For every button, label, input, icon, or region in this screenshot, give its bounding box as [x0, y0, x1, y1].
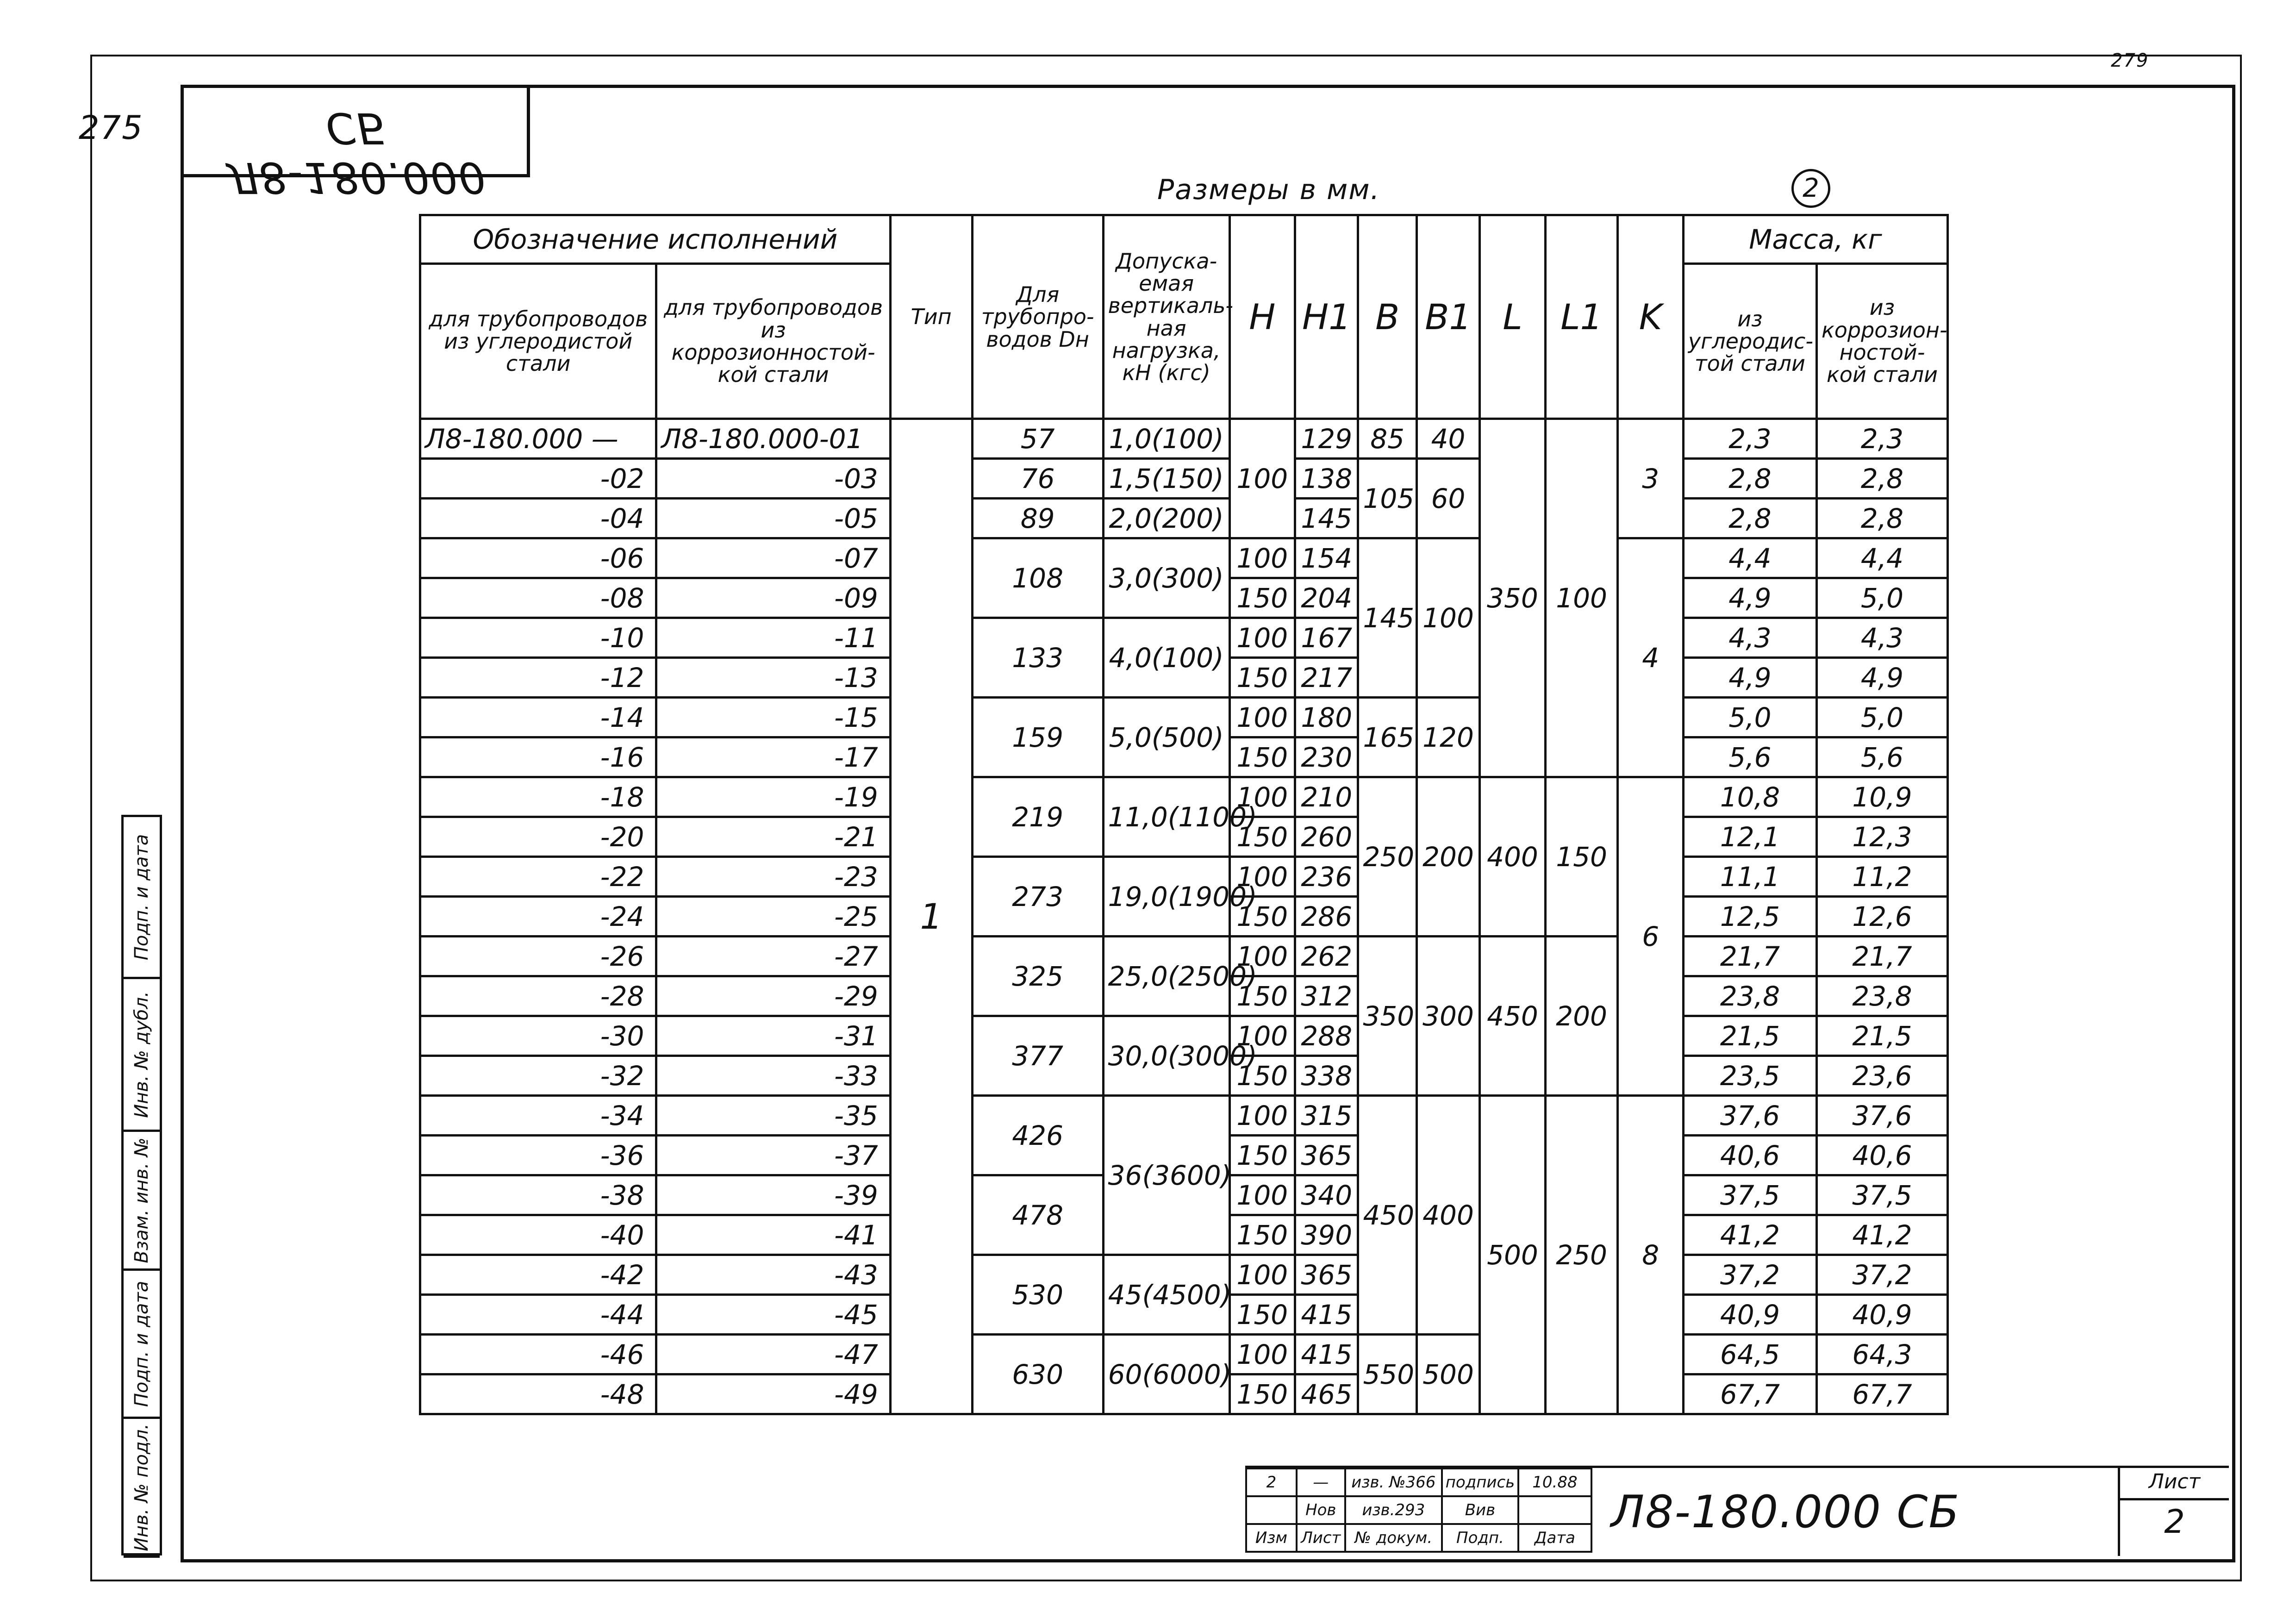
cell-dn: 273: [972, 857, 1103, 937]
cell-corrosion-designation: -29: [656, 976, 890, 1016]
cell-load: 11,0(1100): [1103, 777, 1229, 857]
cell-B1: 500: [1416, 1335, 1479, 1414]
cell-mass-carbon: 2,3: [1683, 419, 1816, 459]
stamp-cell: [1518, 1496, 1591, 1524]
cell-H: 100: [1229, 937, 1295, 976]
hdr-allowed-load: Допуска-емая вертикаль-ная нагрузка, кН (кгс): [1103, 215, 1229, 419]
cell-load: 3,0(300): [1103, 538, 1229, 618]
cell-mass-corrosion: 12,3: [1816, 817, 1947, 857]
table-row: [420, 777, 1948, 817]
cell-B1: 40: [1416, 419, 1479, 459]
cell-H1: 260: [1295, 817, 1358, 857]
side-label-cell: [124, 1419, 160, 1558]
cell-corrosion-designation: -43: [656, 1255, 890, 1295]
hdr-K: K: [1618, 215, 1684, 419]
cell-load: 5,0(500): [1103, 698, 1229, 777]
cell-carbon-designation: -46: [420, 1335, 656, 1374]
cell-dn: 89: [972, 499, 1103, 538]
stamp-label: Подп.: [1442, 1524, 1518, 1552]
hdr-for-pipes: Для трубопро-водов Dн: [972, 215, 1103, 419]
side-label-cell: [124, 979, 160, 1132]
cell-mass-carbon: 67,7: [1683, 1374, 1816, 1414]
cell-H: 150: [1229, 1215, 1295, 1255]
cell-H1: 365: [1295, 1255, 1358, 1295]
cell-mass-carbon: 40,9: [1683, 1295, 1816, 1335]
cell-B1: 120: [1416, 698, 1479, 777]
cell-H: 100: [1229, 1096, 1295, 1136]
side-label: Инв. № дубл.: [131, 991, 152, 1118]
hdr-type: Тип: [890, 215, 972, 419]
cell-B: 145: [1358, 538, 1416, 698]
cell-mass-corrosion: 23,6: [1816, 1056, 1947, 1096]
cell-dn: 630: [972, 1335, 1103, 1414]
cell-mass-carbon: 41,2: [1683, 1215, 1816, 1255]
cell-H: 100: [1229, 777, 1295, 817]
cell-H1: 167: [1295, 618, 1358, 658]
cell-H: 150: [1229, 1374, 1295, 1414]
cell-carbon-designation: -08: [420, 578, 656, 618]
cell-carbon-designation: -04: [420, 499, 656, 538]
cell-dn: 57: [972, 419, 1103, 459]
cell-B1: 200: [1416, 777, 1479, 937]
cell-H: 150: [1229, 578, 1295, 618]
cell-mass-carbon: 10,8: [1683, 777, 1816, 817]
cell-dn: 108: [972, 538, 1103, 618]
cell-H1: 129: [1295, 419, 1358, 459]
cell-carbon-designation: -14: [420, 698, 656, 737]
cell-carbon-designation: -36: [420, 1136, 656, 1175]
cell-H1: 415: [1295, 1335, 1358, 1374]
cell-H1: 415: [1295, 1295, 1358, 1335]
cell-mass-corrosion: 4,3: [1816, 618, 1947, 658]
cell-mass-corrosion: 12,6: [1816, 897, 1947, 937]
cell-K: 4: [1618, 538, 1684, 777]
hdr-carbon: для трубопроводов из углеродистой стали: [420, 264, 656, 419]
cell-dn: 530: [972, 1255, 1103, 1335]
cell-corrosion-designation: -09: [656, 578, 890, 618]
cell-B: 165: [1358, 698, 1416, 777]
cell-H1: 204: [1295, 578, 1358, 618]
cell-mass-carbon: 21,5: [1683, 1016, 1816, 1056]
hdr-L1: L1: [1545, 215, 1618, 419]
cell-mass-carbon: 4,3: [1683, 618, 1816, 658]
stamp-cell: 2: [1246, 1468, 1297, 1496]
cell-B1: 300: [1416, 937, 1479, 1096]
sheet-label: Лист: [2120, 1466, 2229, 1500]
cell-mass-carbon: 11,1: [1683, 857, 1816, 897]
cell-corrosion-designation: -13: [656, 658, 890, 698]
cell-H: 150: [1229, 1056, 1295, 1096]
cell-H: 100: [1229, 618, 1295, 658]
cell-L: 450: [1480, 937, 1546, 1096]
cell-corrosion-designation: -27: [656, 937, 890, 976]
stamp-cell: 10.88: [1518, 1468, 1591, 1496]
cell-corrosion-designation: -41: [656, 1215, 890, 1255]
spec-body: [420, 419, 1948, 1414]
cell-dn: 426: [972, 1096, 1103, 1175]
cell-corrosion-designation: -49: [656, 1374, 890, 1414]
cell-L: 500: [1480, 1096, 1546, 1414]
cell-mass-corrosion: 64,3: [1816, 1335, 1947, 1374]
hdr-mass-corrosion: из коррозион-ностой-кой стали: [1816, 264, 1947, 419]
cell-dn: 76: [972, 459, 1103, 499]
cell-carbon-designation: -42: [420, 1255, 656, 1295]
hdr-designation: Обозначение исполнений: [420, 215, 891, 264]
cell-B: 85: [1358, 419, 1416, 459]
cell-carbon-designation: -06: [420, 538, 656, 578]
cell-mass-corrosion: 4,4: [1816, 538, 1947, 578]
stamp-top-line: [1245, 1466, 2229, 1468]
cell-carbon-designation: -02: [420, 459, 656, 499]
cell-H1: 262: [1295, 937, 1358, 976]
cell-mass-carbon: 40,6: [1683, 1136, 1816, 1175]
stamp-grid: [1245, 1468, 1592, 1553]
cell-L1: 100: [1545, 419, 1618, 777]
cell-H1: 340: [1295, 1175, 1358, 1215]
table-row: [420, 538, 1948, 578]
cell-K: 8: [1618, 1096, 1684, 1414]
cell-dn: 159: [972, 698, 1103, 777]
cell-carbon-designation: -30: [420, 1016, 656, 1056]
side-label-cell: [124, 1271, 160, 1419]
side-label-cell: [124, 817, 160, 979]
cell-carbon-designation: -10: [420, 618, 656, 658]
cell-H1: 154: [1295, 538, 1358, 578]
cell-H1: 210: [1295, 777, 1358, 817]
cell-H1: 145: [1295, 499, 1358, 538]
cell-carbon-designation: -44: [420, 1295, 656, 1335]
cell-mass-carbon: 5,0: [1683, 698, 1816, 737]
stamp-label: Лист: [1297, 1524, 1345, 1552]
cell-mass-carbon: 4,9: [1683, 578, 1816, 618]
cell-H: 150: [1229, 817, 1295, 857]
cell-mass-carbon: 2,8: [1683, 459, 1816, 499]
side-label: Подп. и дата: [131, 834, 152, 960]
mirrored-code-box: [181, 85, 530, 202]
cell-dn: 478: [972, 1175, 1103, 1255]
cell-mass-corrosion: 2,8: [1816, 459, 1947, 499]
stamp-row-2: [1246, 1496, 1591, 1524]
cell-H: 100: [1229, 1175, 1295, 1215]
cell-corrosion-designation: -05: [656, 499, 890, 538]
cell-H1: 230: [1295, 737, 1358, 777]
side-label-cell: [124, 1132, 160, 1271]
cell-carbon-designation: -48: [420, 1374, 656, 1414]
table-row: [420, 459, 1948, 499]
cell-L1: 150: [1545, 777, 1618, 937]
stamp-title: Л8-180.000 СБ: [1611, 1486, 1960, 1538]
table-row: [420, 499, 1948, 538]
stamp-cell: Нов: [1297, 1496, 1345, 1524]
stamp-row-1: [1246, 1468, 1591, 1496]
cell-type: 1: [890, 419, 972, 1414]
cell-H: 150: [1229, 897, 1295, 937]
cell-carbon-designation: -40: [420, 1215, 656, 1255]
cell-carbon-designation: -16: [420, 737, 656, 777]
cell-B: 550: [1358, 1335, 1416, 1414]
cell-H1: 390: [1295, 1215, 1358, 1255]
cell-mass-corrosion: 21,7: [1816, 937, 1947, 976]
cell-corrosion-designation: -07: [656, 538, 890, 578]
cell-mass-corrosion: 40,6: [1816, 1136, 1947, 1175]
cell-mass-carbon: 64,5: [1683, 1335, 1816, 1374]
table-row: [420, 1016, 1948, 1056]
cell-carbon-designation: -22: [420, 857, 656, 897]
cell-mass-carbon: 5,6: [1683, 737, 1816, 777]
hdr-H: H: [1229, 215, 1295, 419]
cell-corrosion-designation: Л8-180.000-01: [656, 419, 890, 459]
cell-corrosion-designation: -15: [656, 698, 890, 737]
side-label: Взам. инв. №: [131, 1137, 152, 1263]
cell-carbon-designation: -20: [420, 817, 656, 857]
side-strip: [121, 815, 162, 1555]
cell-mass-corrosion: 5,6: [1816, 737, 1947, 777]
cell-B: 105: [1358, 459, 1416, 538]
circle-mark-number: 2: [1803, 173, 1819, 203]
spec-table: [419, 214, 1949, 1415]
cell-mass-corrosion: 2,8: [1816, 499, 1947, 538]
table-row: [420, 698, 1948, 737]
cell-load: 36(3600): [1103, 1096, 1229, 1255]
cell-carbon-designation: -34: [420, 1096, 656, 1136]
stamp-cell: [1246, 1496, 1297, 1524]
stamp-cell: подпись: [1442, 1468, 1518, 1496]
stamp-cell: изв. №366: [1345, 1468, 1442, 1496]
cell-mass-carbon: 4,9: [1683, 658, 1816, 698]
cell-mass-corrosion: 5,0: [1816, 698, 1947, 737]
cell-mass-carbon: 23,5: [1683, 1056, 1816, 1096]
cell-mass-carbon: 23,8: [1683, 976, 1816, 1016]
cell-carbon-designation: -24: [420, 897, 656, 937]
dimensions-note: Размеры в мм.: [1157, 174, 1380, 206]
cell-H1: 465: [1295, 1374, 1358, 1414]
cell-corrosion-designation: -31: [656, 1016, 890, 1056]
sheet-number: 2: [2164, 1503, 2185, 1541]
cell-carbon-designation: -38: [420, 1175, 656, 1215]
table-row: [420, 419, 1948, 459]
cell-load: 25,0(2500): [1103, 937, 1229, 1016]
mirrored-code: Л8-180.000 СБ: [226, 103, 487, 202]
cell-mass-corrosion: 5,0: [1816, 578, 1947, 618]
cell-corrosion-designation: -39: [656, 1175, 890, 1215]
cell-mass-corrosion: 2,3: [1816, 419, 1947, 459]
cell-mass-corrosion: 67,7: [1816, 1374, 1947, 1414]
top-left-number: 275: [79, 109, 144, 147]
table-row: [420, 937, 1948, 976]
cell-H1: 286: [1295, 897, 1358, 937]
table-row: [420, 1096, 1948, 1136]
cell-H: 100: [1229, 857, 1295, 897]
cell-H: 150: [1229, 737, 1295, 777]
hdr-corrosion: для трубопроводов из коррозионностой-кой стали: [656, 264, 890, 419]
cell-H: 150: [1229, 658, 1295, 698]
cell-dn: 377: [972, 1016, 1103, 1096]
cell-H1: 138: [1295, 459, 1358, 499]
cell-corrosion-designation: -19: [656, 777, 890, 817]
cell-dn: 219: [972, 777, 1103, 857]
side-label: Инв. № подл.: [131, 1423, 152, 1551]
table-row: [420, 1335, 1948, 1374]
cell-mass-carbon: 2,8: [1683, 499, 1816, 538]
cell-L: 400: [1480, 777, 1546, 937]
cell-H1: 365: [1295, 1136, 1358, 1175]
cell-carbon-designation: Л8-180.000 —: [420, 419, 656, 459]
hdr-H1: H1: [1295, 215, 1358, 419]
cell-corrosion-designation: -23: [656, 857, 890, 897]
cell-load: 19,0(1900): [1103, 857, 1229, 937]
cell-mass-corrosion: 37,6: [1816, 1096, 1947, 1136]
cell-load: 45(4500): [1103, 1255, 1229, 1335]
cell-corrosion-designation: -11: [656, 618, 890, 658]
cell-carbon-designation: -26: [420, 937, 656, 976]
cell-corrosion-designation: -17: [656, 737, 890, 777]
table-row: [420, 857, 1948, 897]
cell-H1: 338: [1295, 1056, 1358, 1096]
cell-mass-corrosion: 10,9: [1816, 777, 1947, 817]
cell-dn: 325: [972, 937, 1103, 1016]
cell-mass-corrosion: 37,5: [1816, 1175, 1947, 1215]
hdr-B1: B1: [1416, 215, 1479, 419]
cell-mass-carbon: 4,4: [1683, 538, 1816, 578]
stamp-label: Дата: [1518, 1524, 1591, 1552]
cell-B: 350: [1358, 937, 1416, 1096]
cell-carbon-designation: -12: [420, 658, 656, 698]
cell-mass-carbon: 12,5: [1683, 897, 1816, 937]
cell-H: 150: [1229, 1295, 1295, 1335]
cell-mass-corrosion: 23,8: [1816, 976, 1947, 1016]
cell-load: 1,5(150): [1103, 459, 1229, 499]
stamp-labels-row: [1246, 1524, 1591, 1552]
cell-load: 2,0(200): [1103, 499, 1229, 538]
cell-mass-carbon: 37,5: [1683, 1175, 1816, 1215]
cell-carbon-designation: -28: [420, 976, 656, 1016]
cell-H1: 315: [1295, 1096, 1358, 1136]
cell-H: 100: [1229, 698, 1295, 737]
cell-dn: 133: [972, 618, 1103, 698]
hdr-B: B: [1358, 215, 1416, 419]
cell-H: 100: [1229, 1255, 1295, 1295]
cell-H: 100: [1229, 1016, 1295, 1056]
hdr-mass-carbon: из углеродис-той стали: [1683, 264, 1816, 419]
cell-H: 100: [1229, 1335, 1295, 1374]
stamp-cell: изв.293: [1345, 1496, 1442, 1524]
cell-L: 350: [1480, 419, 1546, 777]
cell-corrosion-designation: -47: [656, 1335, 890, 1374]
cell-mass-carbon: 37,6: [1683, 1096, 1816, 1136]
cell-B1: 60: [1416, 459, 1479, 538]
cell-H: 100: [1229, 419, 1295, 538]
cell-H1: 312: [1295, 976, 1358, 1016]
cell-corrosion-designation: -03: [656, 459, 890, 499]
cell-B1: 400: [1416, 1096, 1479, 1335]
cell-H: 150: [1229, 976, 1295, 1016]
cell-H1: 288: [1295, 1016, 1358, 1056]
cell-K: 3: [1618, 419, 1684, 538]
stamp-label: Изм: [1246, 1524, 1297, 1552]
cell-B: 250: [1358, 777, 1416, 937]
cell-mass-carbon: 12,1: [1683, 817, 1816, 857]
cell-corrosion-designation: -45: [656, 1295, 890, 1335]
cell-mass-corrosion: 41,2: [1816, 1215, 1947, 1255]
cell-corrosion-designation: -37: [656, 1136, 890, 1175]
cell-corrosion-designation: -21: [656, 817, 890, 857]
cell-mass-corrosion: 11,2: [1816, 857, 1947, 897]
stamp-cell: Вив: [1442, 1496, 1518, 1524]
top-right-number: 279: [2111, 50, 2149, 71]
hdr-mass: Масса, кг: [1683, 215, 1947, 264]
cell-mass-corrosion: 21,5: [1816, 1016, 1947, 1056]
cell-H1: 180: [1295, 698, 1358, 737]
cell-load: 1,0(100): [1103, 419, 1229, 459]
hdr-L: L: [1480, 215, 1546, 419]
header-row-1: [420, 215, 1948, 264]
cell-carbon-designation: -18: [420, 777, 656, 817]
cell-B: 450: [1358, 1096, 1416, 1335]
circle-mark: [1791, 169, 1830, 208]
table-row: [420, 1255, 1948, 1295]
cell-H: 100: [1229, 538, 1295, 578]
cell-L1: 250: [1545, 1096, 1618, 1414]
cell-L1: 200: [1545, 937, 1618, 1096]
stamp-cell: —: [1297, 1468, 1345, 1496]
cell-load: 4,0(100): [1103, 618, 1229, 698]
cell-H1: 236: [1295, 857, 1358, 897]
cell-carbon-designation: -32: [420, 1056, 656, 1096]
cell-corrosion-designation: -35: [656, 1096, 890, 1136]
cell-corrosion-designation: -33: [656, 1056, 890, 1096]
cell-mass-carbon: 21,7: [1683, 937, 1816, 976]
cell-load: 60(6000): [1103, 1335, 1229, 1414]
sheet-box: [2118, 1466, 2229, 1556]
cell-mass-corrosion: 4,9: [1816, 658, 1947, 698]
side-label: Подп. и дата: [131, 1280, 152, 1407]
cell-K: 6: [1618, 777, 1684, 1096]
cell-mass-corrosion: 40,9: [1816, 1295, 1947, 1335]
table-row: [420, 618, 1948, 658]
cell-H: 150: [1229, 1136, 1295, 1175]
cell-mass-carbon: 37,2: [1683, 1255, 1816, 1295]
cell-B1: 100: [1416, 538, 1479, 698]
cell-load: 30,0(3000): [1103, 1016, 1229, 1096]
cell-H1: 217: [1295, 658, 1358, 698]
cell-corrosion-designation: -25: [656, 897, 890, 937]
cell-mass-corrosion: 37,2: [1816, 1255, 1947, 1295]
stamp-label: № докум.: [1345, 1524, 1442, 1552]
